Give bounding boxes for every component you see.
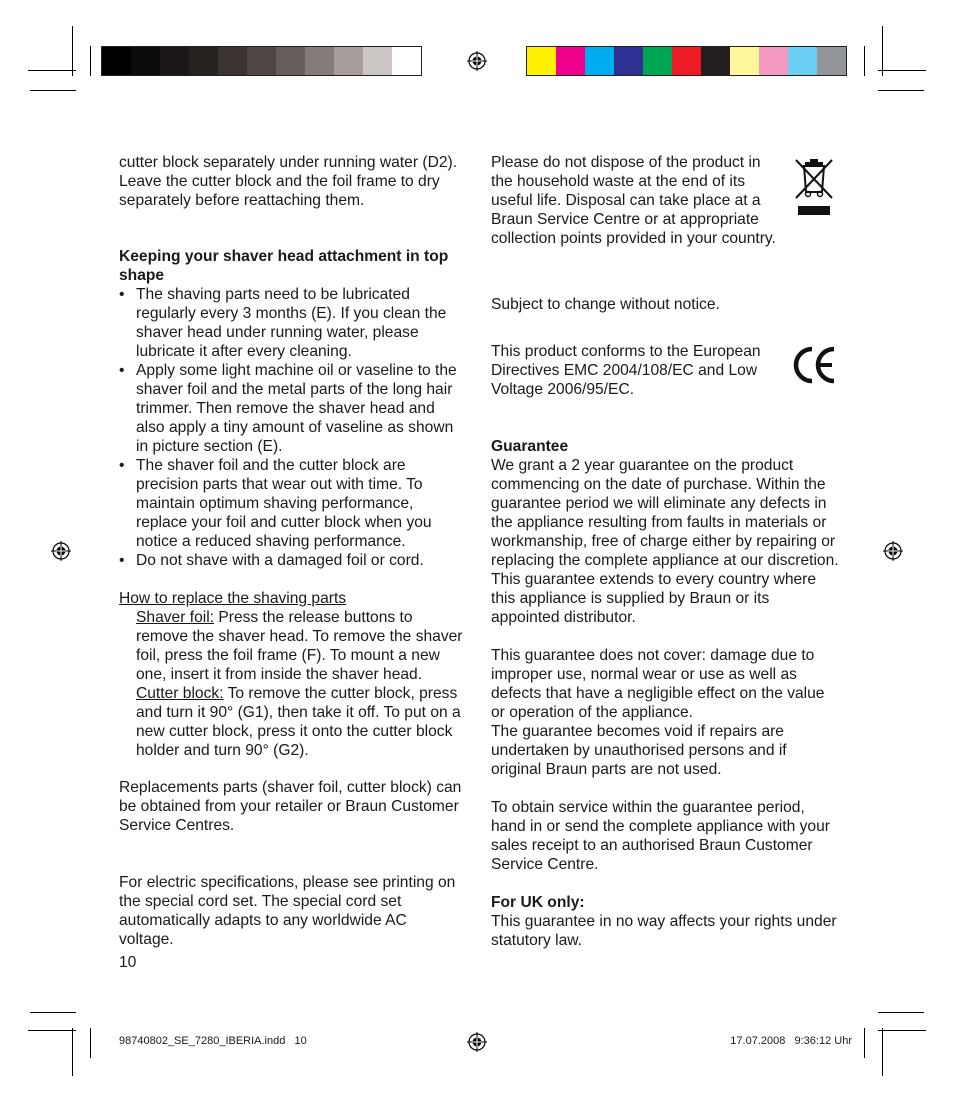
registration-mark-icon [51,541,71,561]
list-item: • Apply some light machine oil or vaseline to the shaver foil and the metal parts of the long hair trimmer. Then remove the shaver head and also apply a tiny amount of vaseline as shown in picture section (E). [119,361,465,456]
color-calibration-strip [526,46,847,76]
color-swatch [527,47,556,75]
color-swatch [392,47,421,75]
cutter-block-text: To remove the cutter block, press and turn it 90° (G1), then take it off. To put on a new cutter block, press it onto the cutter block holder and turn 90° (G2). [136,685,461,759]
color-swatch [102,47,131,75]
color-swatch [817,47,846,75]
color-swatch [160,47,189,75]
list-item: • The shaver foil and the cutter block are precision parts that wear out with time. To maintain optimum shaving performance, replace your foil and cutter block when you notice a reduced shaving performance. [119,456,465,551]
maintenance-bullet-list [119,285,465,570]
color-swatch [218,47,247,75]
uk-heading: For UK only: [491,894,585,911]
guarantee-paragraph: The guarantee becomes void if repairs are undertaken by unauthorised persons and if original Braun parts are not used. [491,723,787,778]
ce-mark-icon [792,344,838,386]
color-swatch [334,47,363,75]
shaver-foil-text: Press the release buttons to remove the shaver head. To remove the shaver foil, press the foil frame (F). To mount a new one, insert it from inside the shaver head. [136,609,463,683]
list-item: • The shaving parts need to be lubricated regularly every 3 months (E). If you clean the shaver head under running water, please lubricate it after every cleaning. [119,285,465,361]
guarantee-paragraph: We grant a 2 year guarantee on the product commencing on the date of purchase. Within the guarantee period we will eliminate any defects in the appliance resulting from faults in materials or workmanship, free of charge either by repairing or replacing the complete appliance at our discretion. [491,457,839,569]
left-column [119,153,465,972]
color-swatch [131,47,160,75]
color-swatch [305,47,334,75]
cutter-block-instructions [119,684,465,760]
guarantee-heading: Guarantee [491,438,569,455]
color-swatch [643,47,672,75]
footer-timestamp: 17.07.2008 9:36:12 Uhr [730,1035,852,1047]
crossed-out-wheelie-bin-icon [793,156,835,218]
color-swatch [788,47,817,75]
shaver-foil-label: Shaver foil: [136,609,215,626]
page-number: 10 [119,954,137,971]
right-column [491,295,841,950]
color-swatch [759,47,788,75]
color-swatch [701,47,730,75]
registration-mark-icon [883,541,903,561]
color-swatch [614,47,643,75]
registration-mark-icon [467,1032,487,1052]
footer-file-info: 98740802_SE_7280_IBERIA.indd 10 [119,1035,307,1047]
color-swatch [672,47,701,75]
disposal-text: Please do not dispose of the product in the household waste at the end of its useful life. Disposal can take place at a Braun Service Centre or at appropriate collection points provided in your country. [491,154,776,247]
conformity-paragraph: This product conforms to the European Directives EMC 2004/108/EC and Low Voltage 2006/95/EC. [491,343,761,398]
guarantee-paragraph: This guarantee does not cover: damage due to improper use, normal wear or use as well as defects that have a negligible effect on the value or operation of the appliance. [491,647,825,721]
guarantee-paragraph: To obtain service within the guarantee period, hand in or send the complete appliance with your sales receipt to an authorised Braun Customer Service Centre. [491,799,830,873]
disposal-paragraph [491,153,783,248]
color-swatch [556,47,585,75]
shaver-foil-instructions [119,608,465,684]
color-swatch [276,47,305,75]
list-item: • Do not shave with a damaged foil or cord. [119,551,465,570]
replace-heading: How to replace the shaving parts [119,590,347,607]
registration-mark-icon [467,51,487,71]
color-swatch [585,47,614,75]
color-swatch [247,47,276,75]
gray-calibration-strip [101,46,422,76]
color-swatch [730,47,759,75]
guarantee-paragraph: This guarantee extends to every country where this appliance is supplied by Braun or its appointed distributor. [491,571,817,626]
replacements-paragraph: Replacements parts (shaver foil, cutter block) can be obtained from your retailer or Braun Customer Service Centres. [119,779,462,834]
uk-paragraph: This guarantee in no way affects your rights under statutory law. [491,913,837,949]
electric-specs-paragraph: For electric specifications, please see printing on the special cord set. The special cord set automatically adapts to any worldwide AC voltage. [119,874,456,948]
subject-to-change: Subject to change without notice. [491,296,720,313]
cutter-block-label: Cutter block: [136,685,224,702]
color-swatch [363,47,392,75]
keeping-heading: Keeping your shaver head attachment in top shape [119,248,449,284]
color-swatch [189,47,218,75]
cleaning-intro: cutter block separately under running water (D2). Leave the cutter block and the foil frame to dry separately before reattaching them. [119,154,458,209]
